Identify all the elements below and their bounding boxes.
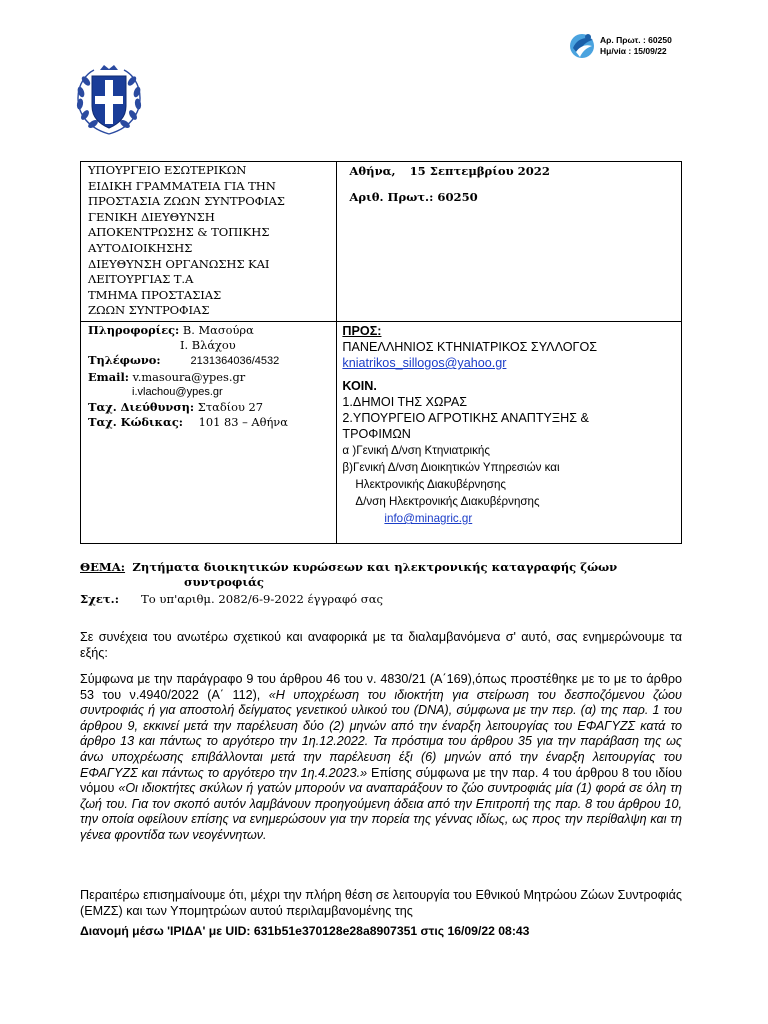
cc-sub-recipient: Δ/νση Ηλεκτρονικής Διακυβέρνησης	[355, 495, 540, 508]
to-recipient: ΠΑΝΕΛΛΗΝΙΟΣ ΚΤΗΝΙΑΤΡΙΚΟΣ ΣΥΛΛΟΓΟΣ	[342, 340, 598, 354]
sender-block	[81, 162, 336, 321]
to-label: ΠΡΟΣ:	[342, 324, 382, 338]
cc-recipient: 2.ΥΠΟΥΡΓΕΙΟ ΑΓΡΟΤΙΚΗΣ ΑΝΑΠΤΥΞΗΣ &	[342, 411, 589, 425]
cc-recipient: 1.ΔΗΜΟΙ ΤΗΣ ΧΩΡΑΣ	[342, 395, 468, 409]
recipients-block	[337, 322, 681, 529]
contact-block	[81, 322, 336, 432]
email-link[interactable]: i.vlachou@ypes.gr	[132, 385, 223, 398]
cc-email-link[interactable]: info@minagric.gr	[384, 512, 473, 525]
letter-header-table	[80, 161, 682, 544]
iris-stamp	[568, 30, 758, 64]
info-name: Β. Μασούρα	[182, 323, 254, 337]
address: Σταδίου 27	[197, 400, 264, 415]
body-text-run: Σύμφωνα με την παράγραφο 9 του άρθρου 46 του ν. 4830/21 (Α΄169),όπως προστέθηκε με το με το άρθρο 53 του ν.4940/2022 (Α΄ 112),	[80, 672, 682, 702]
body-paragraph: Σε συνέχεια του ανωτέρω σχετικού και αναφορικά με τα διαλαμβανόμενα σ' αυτό, σας ενημερώνουμε τα εξής:	[80, 630, 682, 660]
postcode: 101 83 – Αθήνα	[198, 415, 288, 430]
stamp-date: Ημ/νία : 15/09/22	[600, 46, 667, 56]
legal-quote: «Οι ιδιοκτήτες σκύλων ή γατών μπορούν να αναπαράξουν το ζώο συντροφιάς μία (1) φορά σε όλη τη ζωή του. Για τον σκοπό αυτόν λαμβάνουν προηγούμενη άδεια από την Επιτροπή της παρ. 8 του άρθρου 10, την οποία οφείλουν επίσης να ενημερώσουν για την πορεία της γέννας ιδίως, ως προς την περίθαλψη και τη γένεα φροντίδα των νεογέννητων.	[80, 781, 682, 842]
date-block	[337, 162, 681, 204]
date-cell	[337, 162, 682, 322]
sender-line: ΑΠΟΚΕΝΤΡΩΣΗΣ & ΤΟΠΙΚΗΣ	[88, 225, 270, 240]
cc-recipient: ΤΡΟΦΙΜΩΝ	[342, 427, 411, 441]
protocol-number: Αριθ. Πρωτ.: 60250	[349, 190, 478, 204]
info-name: Ι. Βλάχου	[180, 338, 236, 353]
subject-text: Ζητήματα διοικητικών κυρώσεων και ηλεκτρονικής καταγραφής ζώων	[132, 560, 618, 574]
email-link[interactable]: v.masoura@ypes.gr	[132, 369, 246, 384]
cc-sub-recipient: α )Γενική Δ/νση Κτηνιατρικής	[342, 444, 490, 457]
body-text-run: Επίσης σύμφωνα με την παρ. 4 του άρθρου 8 του ιδίου νόμου	[80, 765, 682, 796]
sender-line: ΕΙΔΙΚΗ ΓΡΑΜΜΑΤΕΙΑ ΓΙΑ ΤΗΝ	[88, 178, 276, 193]
cc-sub-recipient: β)Γενική Δ/νση Διοικητικών Υπηρεσιών και	[342, 461, 560, 474]
stamp-protocol-number: Αρ. Πρωτ. : 60250	[600, 35, 672, 45]
date-line	[349, 164, 681, 180]
sender-line: ΑΥΤΟΔΙΟΙΚΗΣΗΣ	[88, 240, 193, 255]
sender-line: ΛΕΙΤΟΥΡΓΙΑΣ Τ.Α	[88, 272, 194, 287]
legal-quote: «Η υποχρέωση του ιδιοκτήτη για στείρωση του δεσποζόμενου ζώου συντροφιάς ή για αποστολή δείγματος γενετικού υλικού του (DNA), σύμφωνα με την περ. (α) της παρ. 1 του άρθρου 9, εκκινεί μετά την παρέλευση δύο (2) μηνών από την έναρξη λειτουργίας του ΕΦΑΓΥΖΣ κατά το άρθρο 13 και πάντως το αργότερο την 1η.12.2022. Τα πρόστιμα του άρθρου 35 για την παράβαση της ως άνω υποχρέωσης επιβάλλονται μετά την παρέλευση έξι (6) μηνών από την έναρξη λειτουργίας του ΕΦΑΓΥΖΣ και πάντως το αργότερο την 1η.4.2023.»	[80, 687, 682, 780]
phone-number: 2131364036/4532	[190, 355, 280, 368]
to-email-link[interactable]: kniatrikos_sillogos@yahoo.gr	[342, 356, 507, 370]
distribution-footer: Διανομή μέσω 'ΙΡΙΔΑ' με UID: 631b51e370128e28a8907351 στις 16/09/22 08:43	[80, 924, 530, 938]
sender-cell	[81, 162, 337, 322]
sender-line: ΠΡΟΣΤΑΣΙΑ ΖΩΩΝ ΣΥΝΤΡΟΦΙΑΣ	[88, 194, 285, 209]
recipients-cell	[337, 322, 682, 544]
reference-label: Σχετ.:	[80, 591, 119, 606]
sender-line: ΖΩΩΝ ΣΥΝΤΡΟΦΙΑΣ	[88, 303, 210, 318]
city: Αθήνα,	[349, 164, 396, 178]
contact-cell	[81, 322, 337, 544]
subject-text-cont: συντροφιάς	[184, 575, 264, 590]
address-label: Ταχ. Διεύθυνση:	[88, 400, 195, 415]
sender-line: ΓΕΝΙΚΗ ΔΙΕΥΘΥΝΣΗ	[88, 209, 215, 224]
subject-block	[80, 560, 690, 607]
phone-label: Τηλέφωνο:	[88, 353, 161, 368]
iris-logo-icon	[568, 30, 596, 60]
body-paragraph: Περαιτέρω επισημαίνουμε ότι, μέχρι την πλήρη θέση σε λειτουργία του Εθνικού Μητρώου Ζώων Συντροφιάς (ΕΜΖΣ) και των Υπομητρώων αυτού περιλαμβανομένης της	[80, 888, 682, 918]
subject-label: ΘΕΜΑ:	[80, 560, 126, 574]
cc-label: ΚΟΙΝ.	[342, 379, 377, 393]
body-paragraph	[80, 672, 682, 844]
sender-line: ΥΠΟΥΡΓΕΙΟ ΕΣΩΤΕΡΙΚΩΝ	[88, 163, 247, 177]
info-label: Πληροφορίες:	[88, 323, 180, 337]
postcode-label: Ταχ. Κώδικας:	[88, 415, 183, 430]
letter-date: 15 Σεπτεμβρίου 2022	[409, 164, 550, 178]
sender-line: ΤΜΗΜΑ ΠΡΟΣΤΑΣΙΑΣ	[88, 287, 222, 302]
reference-text: Το υπ'αριθμ. 2082/6-9-2022 έγγραφό σας	[141, 591, 384, 606]
email-label: Email:	[88, 369, 129, 384]
sender-line: ΔΙΕΥΘΥΝΣΗ ΟΡΓΑΝΩΣΗΣ ΚΑΙ	[88, 256, 270, 271]
hellenic-republic-emblem-icon	[72, 62, 146, 138]
cc-sub-recipient: Ηλεκτρονικής Διακυβέρνησης	[355, 478, 506, 491]
